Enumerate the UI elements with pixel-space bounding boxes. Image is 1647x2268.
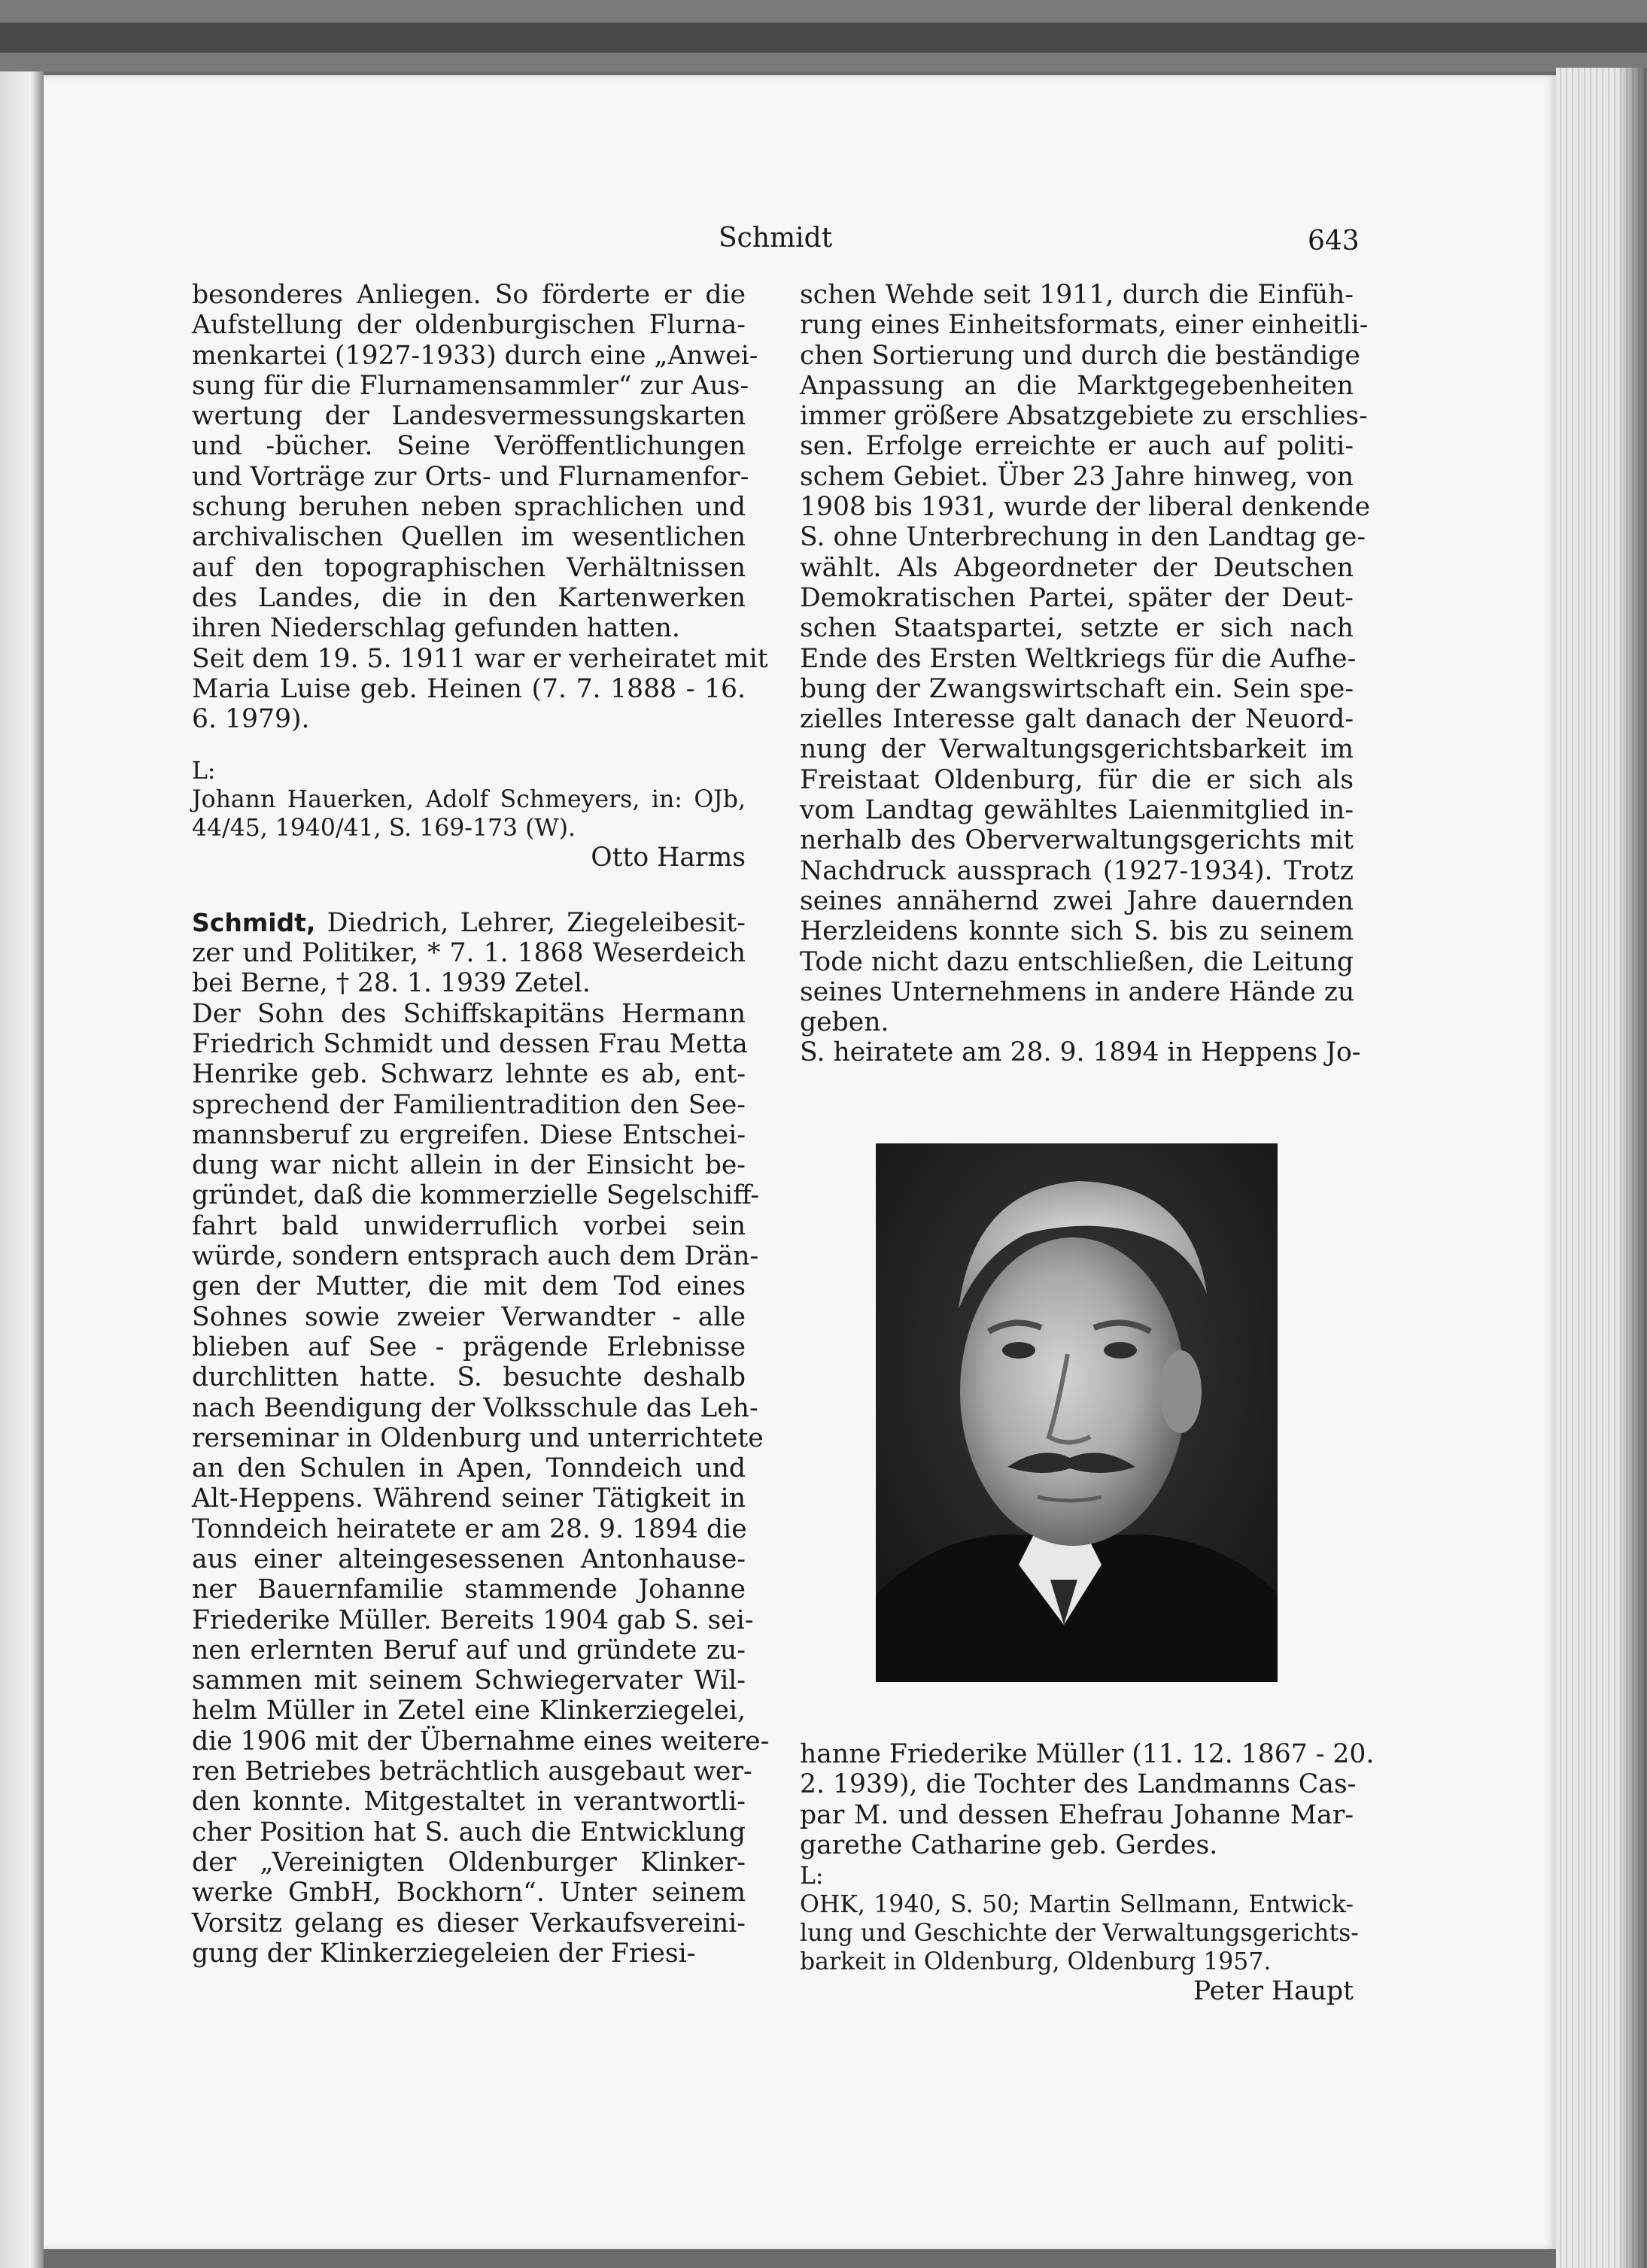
text-line: sprechend der Familientradition den See- <box>192 1089 746 1120</box>
text-line: Friederike Müller. Bereits 1904 gab S. sei- <box>192 1605 754 1635</box>
entry-text-right-upper <box>800 280 1371 1068</box>
text-line: bung der Zwangswirtschaft ein. Sein spe- <box>800 673 1354 704</box>
text-line: wertung der Landesvermessungskarten <box>192 401 746 432</box>
text-line: Tode nicht dazu entschließen, die Leitung <box>800 946 1354 977</box>
literature-line: 44/45, 1940/41, S. 169-173 (W). <box>192 815 576 843</box>
literature-label: L: <box>800 1863 824 1890</box>
text-line: Seit dem 19. 5. 1911 war er verheiratet mit <box>192 643 768 674</box>
text-line: garethe Catharine geb. Gerdes. <box>800 1829 1218 1860</box>
text-line: Alt-Heppens. Während seiner Tätigkeit in <box>192 1483 746 1514</box>
text-line: hanne Friederike Müller (11. 12. 1867 - 20. <box>800 1739 1375 1769</box>
book-cover-edge <box>0 23 1647 53</box>
text-line: immer größere Absatzgebiete zu erschlies- <box>800 401 1368 432</box>
text-line: Tonndeich heiratete er am 28. 9. 1894 die <box>192 1514 747 1544</box>
text-line: zer und Politiker, * 7. 1. 1868 Weserdeich <box>192 938 746 969</box>
text-line: ihren Niederschlag gefunden hatten. <box>192 613 680 644</box>
text-line: 6. 1979). <box>192 704 310 735</box>
text-line: S. ohne Unterbrechung in den Landtag ge- <box>800 522 1366 553</box>
text-line: seines annähernd zwei Jahre dauernden <box>800 885 1354 916</box>
author-signature: Otto Harms <box>591 843 746 873</box>
text-line: gung der Klinkerziegeleien der Friesi- <box>192 1938 696 1969</box>
literature-list-a <box>192 785 746 843</box>
literature-list-b <box>800 1890 1359 1976</box>
page-stack-shadow <box>1618 68 1647 2268</box>
text-line: werke GmbH, Bockhorn“. Unter seinem <box>192 1878 746 1908</box>
text-line: S. heiratete am 28. 9. 1894 in Heppens Jo- <box>800 1037 1361 1068</box>
entry-heading-rest: Diedrich, Lehrer, Ziegeleibesit- <box>327 907 746 938</box>
text-line: geben. <box>800 1007 889 1038</box>
text-line: nerhalb des Oberverwaltungsgerichts mit <box>800 825 1354 856</box>
text-line: sen. Erfolge erreichte er auch auf politi- <box>800 431 1354 462</box>
text-line: fahrt bald unwiderruflich vorbei sein <box>192 1210 746 1241</box>
text-line: den konnte. Mitgestaltet in verantwortli- <box>192 1787 746 1817</box>
text-line: helm Müller in Zetel eine Klinkerziegelei, <box>192 1696 746 1726</box>
entry-headword: Schmidt, <box>192 907 316 937</box>
text-line: Demokratischen Partei, später der Deut- <box>800 582 1354 613</box>
text-line: ner Bauernfamilie stammende Johanne <box>192 1574 746 1605</box>
text-line: dung war nicht allein in der Einsicht be- <box>192 1150 746 1181</box>
text-line: bei Berne, † 28. 1. 1939 Zetel. <box>192 968 591 999</box>
text-line: wählt. Als Abgeordneter der Deutschen <box>800 552 1354 583</box>
text-line: schung beruhen neben sprachlichen und <box>192 492 746 523</box>
text-line: Aufstellung der oldenburgischen Flurna- <box>192 310 746 341</box>
text-line: vom Landtag gewähltes Laienmitglied in- <box>800 795 1354 826</box>
text-line: mannsberuf zu ergreifen. Diese Entschei- <box>192 1119 746 1150</box>
entry-gap <box>192 873 746 908</box>
text-line: und Vorträge zur Orts- und Flurnamenfor- <box>192 461 749 492</box>
text-line: Friedrich Schmidt und dessen Frau Metta <box>192 1028 748 1059</box>
text-line: der „Vereinigten Oldenburger Klinker- <box>192 1847 746 1878</box>
text-line: und -bücher. Seine Veröffentlichungen <box>192 431 746 462</box>
text-line: Herzleidens konnte sich S. bis zu seinem <box>800 916 1354 947</box>
text-line: 1908 bis 1931, wurde der liberal denkende <box>800 492 1371 523</box>
text-line: rerseminar in Oldenburg und unterrichtete <box>192 1422 764 1453</box>
text-line: aus einer alteingesessenen Antonhause- <box>192 1544 746 1574</box>
text-line: menkartei (1927-1933) durch eine „Anwei- <box>192 340 758 371</box>
entry-heading-line <box>192 908 746 938</box>
entry-text-left <box>192 938 770 1969</box>
text-line: des Landes, die in den Kartenwerken <box>192 582 746 613</box>
right-column <box>800 280 1375 2006</box>
entry-text-right-lower <box>800 1739 1375 1860</box>
text-line: Vorsitz gelang es dieser Verkaufsvereini- <box>192 1908 746 1939</box>
text-line: besonderes Anliegen. So förderte er die <box>192 280 746 310</box>
text-line: zielles Interesse galt danach der Neuord- <box>800 704 1354 735</box>
text-line: 2. 1939), die Tochter des Landmanns Cas- <box>800 1769 1357 1800</box>
literature-line: Johann Hauerken, Adolf Schmeyers, in: OJb, <box>192 786 746 814</box>
literature-label: L: <box>192 758 216 785</box>
text-line: Der Sohn des Schiffskapitäns Hermann <box>192 998 746 1029</box>
text-line: archivalischen Quellen im wesentlichen <box>192 522 746 553</box>
text-line: sung für die Flurnamensammler“ zur Aus- <box>192 370 749 401</box>
text-line: an den Schulen in Apen, Tonndeich und <box>192 1453 746 1484</box>
facing-page-edge <box>0 71 44 2268</box>
running-head: Schmidt <box>719 223 833 254</box>
page-number: 643 <box>1308 226 1360 257</box>
text-line: blieben auf See - prägende Erlebnisse <box>192 1331 746 1362</box>
left-paragraph-harms <box>192 280 768 735</box>
text-line: Henrike geb. Schwarz lehnte es ab, ent- <box>192 1059 746 1090</box>
text-line: ren Betriebes beträchtlich ausgebaut wer- <box>192 1756 752 1787</box>
portrait-image <box>876 1143 1278 1682</box>
literature-line: OHK, 1940, S. 50; Martin Sellmann, Entwick- <box>800 1891 1354 1918</box>
text-line: die 1906 mit der Übernahme eines weitere- <box>192 1726 770 1756</box>
text-line: Maria Luise geb. Heinen (7. 7. 1888 - 16. <box>192 673 746 704</box>
text-line: nach Beendigung der Volksschule das Leh- <box>192 1392 758 1423</box>
left-column <box>192 280 770 1969</box>
text-line: Freistaat Oldenburg, für die er sich als <box>800 764 1354 795</box>
text-line: Sohnes sowie zweier Verwandter - alle <box>192 1301 746 1332</box>
text-line: schen Wehde seit 1911, durch die Einfüh- <box>800 280 1354 310</box>
text-line: auf den topographischen Verhältnissen <box>192 552 746 583</box>
text-line: par M. und dessen Ehefrau Johanne Mar- <box>800 1799 1354 1830</box>
text-line: würde, sondern entsprach auch dem Drän- <box>192 1241 759 1272</box>
text-line: Ende des Ersten Weltkriegs für die Aufhe- <box>800 643 1357 674</box>
text-line: gründet, daß die kommerzielle Segelschiff- <box>192 1180 760 1211</box>
text-line: seines Unternehmens in andere Hände zu <box>800 976 1355 1007</box>
literature-line: lung und Geschichte der Verwaltungsgerichts- <box>800 1920 1359 1947</box>
portrait-photo <box>876 1143 1278 1682</box>
author-signature: Peter Haupt <box>1193 1976 1354 2006</box>
text-line: durchlitten hatte. S. besuchte deshalb <box>192 1362 746 1393</box>
text-line: schem Gebiet. Über 23 Jahre hinweg, von <box>800 461 1354 492</box>
text-line: gen der Mutter, die mit dem Tod eines <box>192 1271 746 1302</box>
text-line: sammen mit seinem Schwiegervater Wil- <box>192 1665 746 1696</box>
text-line: Nachdruck aussprach (1927-1934). Trotz <box>800 855 1354 886</box>
text-line: cher Position hat S. auch die Entwicklung <box>192 1817 746 1847</box>
text-line: chen Sortierung und durch die beständige <box>800 340 1360 371</box>
literature-block-b <box>800 1862 1359 2006</box>
text-line: Anpassung an die Marktgegebenheiten <box>800 370 1354 401</box>
text-line: schen Staatspartei, setzte er sich nach <box>800 613 1354 644</box>
literature-line: barkeit in Oldenburg, Oldenburg 1957. <box>800 1948 1272 1975</box>
text-line: nen erlernten Beruf auf und gründete zu- <box>192 1635 746 1665</box>
text-line: nung der Verwaltungsgerichtsbarkeit im <box>800 734 1354 765</box>
text-line: rung eines Einheitsformats, einer einheitli- <box>800 310 1369 341</box>
